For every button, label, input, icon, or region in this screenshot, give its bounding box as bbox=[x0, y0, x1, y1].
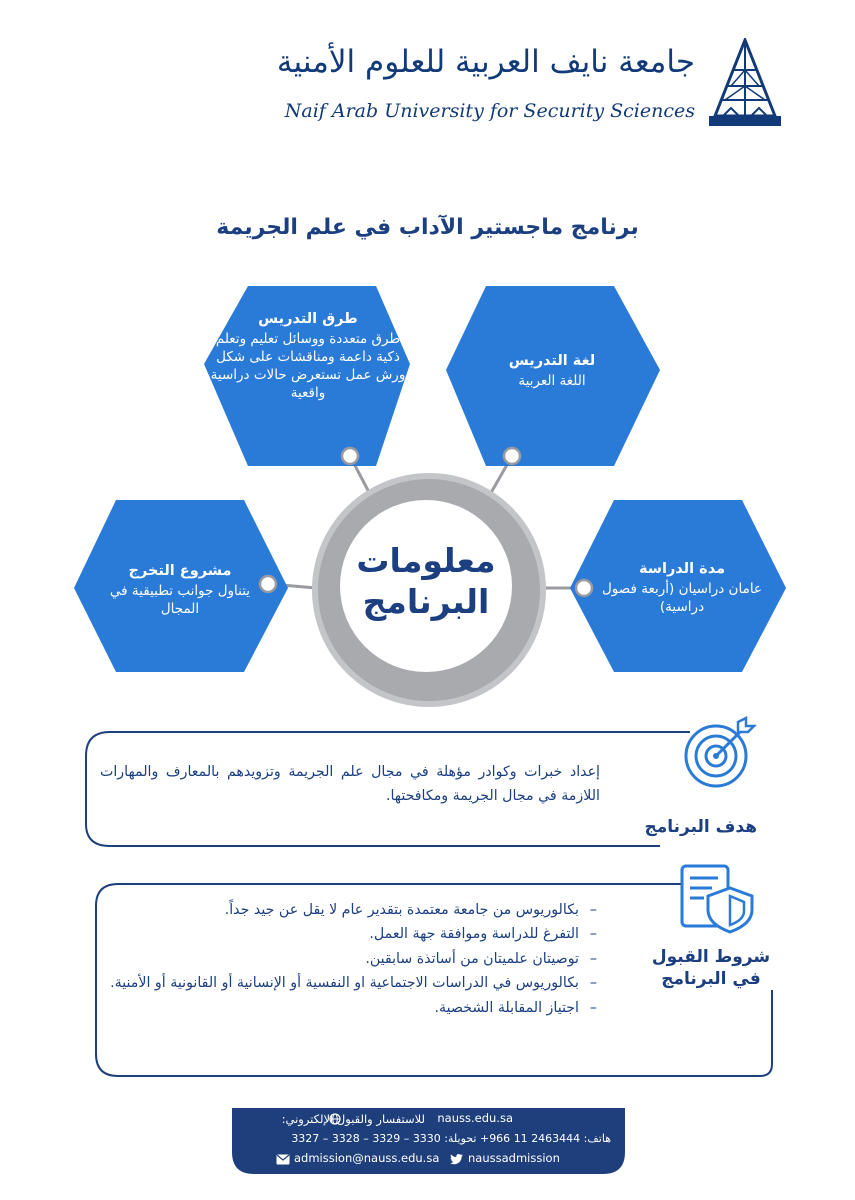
list-item: – التفرغ للدراسة وموافقة جهة العمل. bbox=[107, 922, 597, 946]
twitter-icon bbox=[450, 1154, 463, 1165]
admission-list bbox=[107, 898, 597, 1020]
target-icon bbox=[680, 712, 760, 792]
list-item: – بكالوريوس في الدراسات الاجتماعية او النفسية أو الإنسانية أو القانونية أو الأمنية. bbox=[107, 971, 597, 995]
email-link[interactable]: admission@nauss.edu.sa bbox=[294, 1151, 440, 1165]
hex-body: طرق متعددة ووسائل تعليم وتعلم ذكية داعمة ومناقشات على شكل ورش عمل تستعرض حالات دراسية واقعية bbox=[210, 330, 406, 402]
contact-footer bbox=[232, 1108, 625, 1174]
goal-label: هدف البرنامج bbox=[644, 817, 757, 837]
hex-teaching-language-text bbox=[462, 352, 642, 390]
document-shield-icon bbox=[676, 862, 760, 936]
program-info-diagram bbox=[0, 270, 855, 720]
twitter-handle[interactable]: naussadmission bbox=[468, 1151, 560, 1165]
list-item: – بكالوريوس من جامعة معتمدة بتقدير عام لا يقل عن جيد جداً. bbox=[107, 898, 597, 922]
admission-label bbox=[651, 946, 771, 990]
list-item: – اجتياز المقابلة الشخصية. bbox=[107, 996, 597, 1020]
admission-label-line2: في البرنامج bbox=[661, 969, 761, 990]
hex-title: مشروع التخرج bbox=[128, 563, 232, 579]
hex-title: لغة التدريس bbox=[508, 353, 596, 369]
hex-title: طرق التدريس bbox=[258, 311, 358, 327]
page-title: برنامج ماجستير الآداب في علم الجريمة bbox=[216, 215, 639, 240]
center-line2: البرنامج bbox=[362, 582, 490, 622]
admission-label-line1: شروط القبول bbox=[651, 947, 771, 967]
hex-title: مدة الدراسة bbox=[638, 561, 726, 577]
center-label bbox=[340, 540, 512, 623]
hex-body: اللغة العربية bbox=[518, 372, 586, 389]
hex-graduation-project-text bbox=[94, 562, 266, 618]
hex-study-duration-text bbox=[596, 560, 768, 616]
inquiry-label: للاستفسار والقبول الإلكتروني: bbox=[281, 1112, 425, 1126]
tower-emblem-icon bbox=[705, 38, 785, 130]
logo-arabic: جامعة نايف العربية للعلوم الأمنية bbox=[276, 44, 695, 80]
hex-body: عامان دراسيان (أربعة فصول دراسية) bbox=[602, 580, 762, 615]
email-icon bbox=[276, 1154, 290, 1165]
logo-english: Naif Arab University for Security Sciences bbox=[284, 100, 695, 122]
center-line1: معلومات bbox=[356, 541, 496, 580]
list-item: – توصيتان علميتان من أساتذة سابقين. bbox=[107, 947, 597, 971]
website-link[interactable]: nauss.edu.sa bbox=[437, 1111, 513, 1125]
hex-body: يتناول جوانب تطبيقية في المجال bbox=[109, 582, 251, 617]
hex-teaching-methods-text bbox=[210, 310, 406, 402]
goal-text: إعداد خبرات وكوادر مؤهلة في مجال علم الجريمة وتزويدهم بالمعارف والمهارات اللازمة في مجال الجريمة ومكافحتها. bbox=[100, 764, 600, 805]
phone-text: هاتف: 2463444 11 966+ تحويلة: 3330 – 3329 – 3328 – 3327 bbox=[291, 1132, 611, 1145]
globe-icon bbox=[329, 1113, 341, 1125]
